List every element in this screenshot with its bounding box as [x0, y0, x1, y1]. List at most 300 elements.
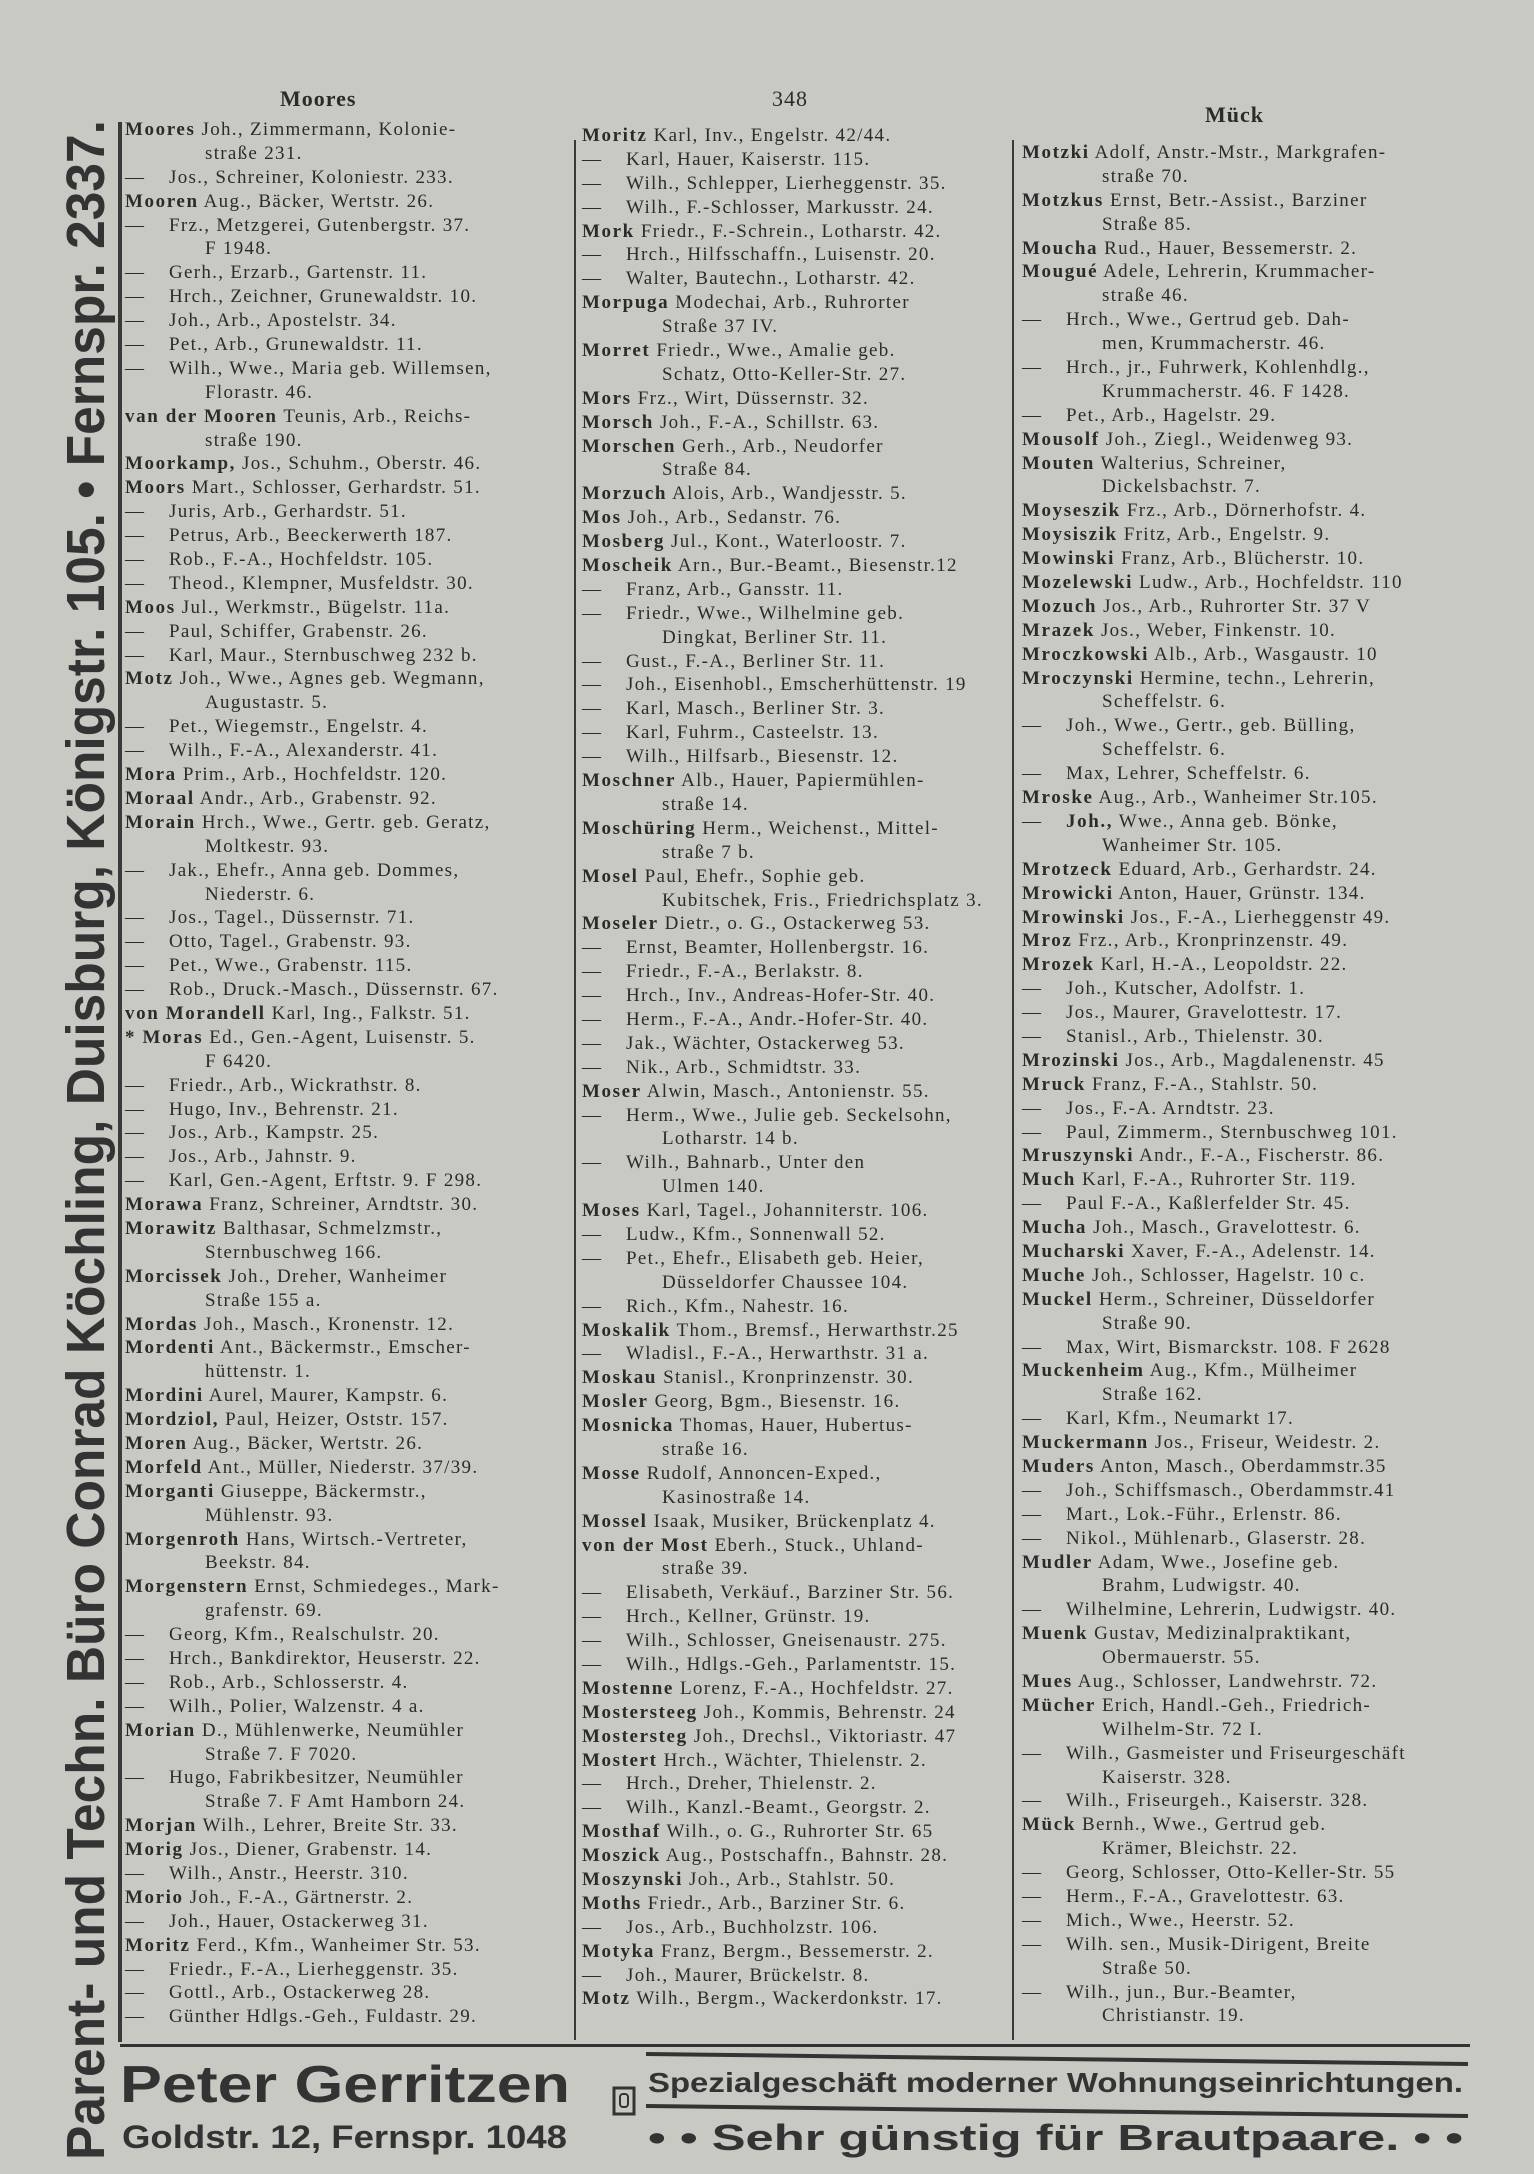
ditto-dash: —	[582, 1654, 603, 1675]
directory-entry-continuation	[582, 626, 1007, 650]
entry-details: grafenstr. 69.	[205, 1600, 323, 1622]
directory-entry	[125, 667, 570, 691]
entry-details: straße 39.	[662, 1558, 749, 1580]
directory-entry	[582, 1366, 1007, 1390]
entry-details: Dickelsbachstr. 7.	[1102, 476, 1262, 498]
directory-entry	[1022, 237, 1462, 261]
advert-ornament-icon	[614, 2088, 634, 2114]
entry-details: Wladisl., F.-A., Herwarthstr. 31 a.	[626, 1343, 930, 1365]
entry-details: Joh., Zimmermann, Kolonie-	[201, 119, 457, 140]
directory-entry	[582, 769, 1007, 793]
entry-details: Max, Wirt, Bismarckstr. 108. F 2628	[1066, 1336, 1391, 1358]
directory-entry-continuation	[582, 889, 1007, 913]
entry-details: Wilh., Bergm., Wackerdonkstr. 17.	[636, 1988, 943, 2010]
directory-entry	[1022, 452, 1462, 476]
entry-details: Herm., F.-A., Andr.-Hofer-Str. 40.	[626, 1008, 929, 1030]
ditto-dash: —	[125, 2006, 146, 2028]
ditto-dash: —	[125, 286, 146, 308]
entry-details: Kaiserstr. 328.	[1102, 1766, 1232, 1788]
entry-surname: Morgenroth	[125, 1528, 240, 1550]
ditto-dash: —	[125, 1122, 146, 1144]
directory-entry	[125, 763, 570, 787]
directory-sub-entry	[1022, 1527, 1462, 1551]
entry-surname: Muckermann	[1022, 1432, 1149, 1454]
directory-sub-entry	[1022, 1097, 1462, 1121]
entry-details: Anton, Masch., Oberdammstr.35	[1099, 1455, 1387, 1477]
entry-surname: Morret	[582, 340, 651, 362]
directory-sub-entry	[582, 960, 1007, 984]
sidebar-advertisement	[0, 0, 120, 2174]
entry-details: Hrch., Wächter, Thielenstr. 2.	[663, 1749, 927, 1771]
advert-company: Peter Gerritzen	[120, 2056, 570, 2114]
entry-details: Paul, Schiffer, Grabenstr. 26.	[169, 620, 428, 642]
entry-details: Joh., Dreher, Wanheimer	[228, 1265, 448, 1287]
ditto-dash: —	[582, 1606, 603, 1628]
entry-details: Hrch., Zeichner, Grunewaldstr. 10.	[169, 286, 478, 308]
entry-details: Friedr., Wwe., Amalie geb.	[656, 340, 896, 362]
entry-details: Wilh., Anstr., Heerstr. 310.	[169, 1863, 409, 1885]
directory-sub-entry	[582, 148, 1007, 172]
entry-details: Karl, Masch., Berliner Str. 3.	[626, 698, 886, 720]
entry-details: Wilh., Polier, Walzenstr. 4 a.	[169, 1695, 425, 1717]
ditto-dash: —	[1022, 1886, 1043, 1908]
entry-details: Wilh., F.-Schlosser, Markusstr. 24.	[626, 196, 934, 218]
directory-entry	[582, 339, 1007, 363]
directory-entry	[125, 1838, 570, 1862]
ditto-dash: —	[125, 620, 146, 642]
directory-entry	[125, 1217, 570, 1241]
entry-surname: Mors	[582, 387, 632, 409]
entry-details: Frz., Arb., Dörnerhofstr. 4.	[1126, 500, 1367, 522]
entry-surname: Mostenne	[582, 1677, 674, 1699]
entry-details: Franz, Arb., Blücherstr. 10.	[1121, 548, 1365, 570]
entry-details: Ludw., Kfm., Sonnenwall 52.	[626, 1223, 886, 1245]
entry-details: Beekstr. 84.	[205, 1552, 311, 1574]
page-number: 348	[772, 86, 808, 111]
directory-entry	[1022, 882, 1462, 906]
ditto-dash: —	[125, 549, 146, 571]
entry-details: Frz., Wirt, Düssernstr. 32.	[637, 387, 870, 409]
directory-entry-continuation	[125, 1241, 570, 1265]
entry-details: Ernst, Beamter, Hollenbergstr. 16.	[626, 937, 930, 959]
directory-sub-entry	[1022, 1885, 1462, 1909]
entry-surname: Morschen	[582, 435, 677, 457]
entry-details: Hugo, Inv., Behrenstr. 21.	[169, 1098, 399, 1120]
directory-entry	[582, 530, 1007, 554]
entry-surname: Morzuch	[582, 483, 668, 505]
ditto-dash: —	[1022, 404, 1043, 426]
directory-sub-entry	[1022, 1981, 1462, 2005]
directory-entry-continuation	[582, 1127, 1007, 1151]
entry-details: Krämer, Bleichstr. 22.	[1102, 1838, 1299, 1860]
entry-surname: Moskau	[582, 1367, 658, 1389]
directory-entry	[1022, 1622, 1462, 1646]
entry-surname: Moucha	[1022, 237, 1099, 259]
advert-address: Goldstr. 12, Fernspr. 1048	[122, 2119, 567, 2155]
directory-sub-entry	[582, 196, 1007, 220]
entry-details: Wilh., Gasmeister und Friseurgeschäft	[1066, 1742, 1406, 1764]
directory-entry-continuation	[1022, 284, 1462, 308]
directory-entry-continuation	[125, 1050, 570, 1074]
directory-entry-continuation	[125, 883, 570, 907]
ditto-dash: —	[1022, 1527, 1043, 1549]
ditto-dash: —	[1022, 978, 1043, 1000]
ditto-dash: —	[582, 698, 603, 720]
ditto-dash: —	[582, 985, 603, 1007]
entry-surname: Mordenti	[125, 1337, 215, 1359]
entry-details: Alb., Arb., Wasgaustr. 10	[1154, 643, 1378, 665]
entry-details: Aug., Schlosser, Landwehrstr. 72.	[1077, 1671, 1378, 1692]
entry-surname: Mroz	[1022, 930, 1073, 952]
entry-surname: Motz	[582, 1988, 631, 2010]
entry-details: Modechai, Arb., Ruhrorter	[675, 292, 910, 314]
entry-details: straße 231.	[205, 142, 303, 164]
entry-surname: Moser	[582, 1080, 642, 1102]
entry-details: Obermauerstr. 55.	[1102, 1647, 1261, 1669]
directory-entry-continuation	[1022, 213, 1462, 237]
directory-entry-continuation	[125, 1360, 570, 1384]
entry-details: Günther Hdlgs.-Geh., Fuldastr. 29.	[169, 2006, 478, 2028]
entry-surname: Much	[1022, 1169, 1076, 1191]
entry-surname: Motz	[125, 668, 174, 690]
entry-details: Ulmen 140.	[662, 1176, 765, 1198]
entry-details: Wwe., Anna geb. Bönke,	[1118, 810, 1338, 832]
entry-surname: von Morandell	[125, 1002, 266, 1024]
entry-details: Kubitschek, Fris., Friedrichsplatz 3.	[662, 889, 983, 911]
directory-sub-entry	[582, 1772, 1007, 1796]
directory-entry	[1022, 786, 1462, 810]
directory-sub-entry	[125, 906, 570, 930]
directory-sub-entry	[125, 333, 570, 357]
directory-entry-continuation	[125, 237, 570, 261]
entry-details: Rob., F.-A., Hochfeldstr. 105.	[169, 549, 434, 571]
ditto-dash: —	[125, 1671, 146, 1693]
entry-details: Wilhelm-Str. 72 I.	[1102, 1718, 1263, 1740]
entry-surname: Morsch	[582, 411, 654, 433]
entry-details: Moltkestr. 93.	[205, 835, 330, 857]
directory-sub-entry	[582, 1581, 1007, 1605]
directory-sub-entry	[125, 1145, 570, 1169]
ditto-dash: —	[1022, 1862, 1043, 1884]
ditto-dash: —	[582, 1152, 603, 1174]
directory-sub-entry	[125, 644, 570, 668]
entry-details: Pet., Ehefr., Elisabeth geb. Heier,	[626, 1247, 924, 1269]
entry-details: Hrch., Inv., Andreas-Hofer-Str. 40.	[626, 985, 936, 1007]
entry-details: Elisabeth, Verkäuf., Barziner Str. 56.	[626, 1582, 955, 1604]
directory-entry-continuation	[1022, 1574, 1462, 1598]
entry-details: Joh., Arb., Sedanstr. 76.	[627, 507, 842, 529]
directory-entry	[582, 1987, 1007, 2011]
directory-entry	[1022, 953, 1462, 977]
entry-surname: Moren	[125, 1432, 188, 1454]
entry-details: Schatz, Otto-Keller-Str. 27.	[662, 363, 907, 385]
entry-surname: Moskalik	[582, 1319, 671, 1341]
directory-entry-continuation	[1022, 1312, 1462, 1336]
ditto-dash: —	[582, 1582, 603, 1604]
directory-entry-continuation	[125, 429, 570, 453]
entry-surname: Mos	[582, 507, 622, 529]
ditto-dash: —	[582, 244, 603, 266]
entry-details: Wilh. sen., Musik-Dirigent, Breite	[1066, 1933, 1371, 1955]
entry-details: Christianstr. 19.	[1102, 2005, 1245, 2027]
entry-details: Joh., Arb., Apostelstr. 34.	[169, 310, 397, 332]
entry-surname: Moschner	[582, 770, 677, 792]
directory-entry	[582, 1319, 1007, 1343]
directory-entry	[582, 1892, 1007, 1916]
entry-details: Paul F.-A., Kaßlerfelder Str. 45.	[1066, 1193, 1351, 1215]
entry-details: Jos., Tagel., Düssernstr. 71.	[169, 907, 415, 929]
directory-sub-entry	[582, 1032, 1007, 1056]
entry-surname: Morfeld	[125, 1456, 203, 1478]
directory-sub-entry	[1022, 1121, 1462, 1145]
entry-surname: Mruck	[1022, 1073, 1086, 1095]
directory-entry	[582, 1749, 1007, 1773]
ditto-dash: —	[582, 1223, 603, 1245]
ditto-dash: —	[125, 1863, 146, 1885]
entry-details: Hugo, Fabrikbesitzer, Neumühler	[169, 1767, 464, 1789]
directory-sub-entry	[582, 1104, 1007, 1128]
directory-sub-entry	[582, 1247, 1007, 1271]
directory-entry	[1022, 1168, 1462, 1192]
ditto-dash: —	[125, 931, 146, 953]
advert-rule-top	[646, 2054, 1468, 2064]
ditto-dash: —	[582, 1032, 603, 1054]
directory-entry	[125, 1528, 570, 1552]
entry-details: Straße 7. F Amt Hamborn 24.	[205, 1791, 466, 1813]
entry-details: Straße 50.	[1102, 1957, 1193, 1979]
directory-entry-continuation	[125, 1551, 570, 1575]
entry-details: Karl, Kfm., Neumarkt 17.	[1066, 1408, 1295, 1430]
ditto-dash: —	[125, 644, 146, 666]
directory-entry-continuation	[1022, 1718, 1462, 1742]
directory-sub-entry	[125, 214, 570, 238]
entry-details: Jos., Arb., Magdalenenstr. 45	[1125, 1049, 1385, 1071]
entry-details: Theod., Klempner, Musfeldstr. 30.	[169, 572, 474, 594]
ditto-dash: —	[582, 196, 603, 218]
directory-sub-entry	[125, 620, 570, 644]
directory-entry	[582, 1199, 1007, 1223]
entry-surname: Mrowicki	[1022, 882, 1114, 904]
entry-details: straße 70.	[1102, 165, 1189, 187]
directory-entry	[582, 817, 1007, 841]
entry-surname: Moths	[582, 1892, 642, 1914]
directory-entry-continuation	[125, 142, 570, 166]
directory-sub-entry	[582, 1605, 1007, 1629]
entry-surname: Mosse	[582, 1462, 641, 1484]
entry-surname: von der Most	[582, 1534, 709, 1556]
directory-entry	[1022, 1288, 1462, 1312]
directory-entry	[1022, 619, 1462, 643]
directory-entry	[1022, 1431, 1462, 1455]
entry-details: Pet., Arb., Hagelstr. 29.	[1066, 404, 1277, 426]
entry-details: Xaver, F.-A., Adelenstr. 14.	[1131, 1240, 1376, 1262]
directory-sub-entry	[582, 1151, 1007, 1175]
column-divider-1	[574, 140, 576, 2040]
entry-details: Joh., Maurer, Brückelstr. 8.	[626, 1964, 870, 1986]
entry-details: Ed., Gen.-Agent, Luisenstr. 5.	[209, 1026, 476, 1048]
ditto-dash: —	[125, 716, 146, 738]
ditto-dash: —	[125, 525, 146, 547]
directory-sub-entry	[582, 1056, 1007, 1080]
entry-details: Jak., Wächter, Ostackerweg 53.	[626, 1032, 905, 1054]
entry-details: Straße 37 IV.	[662, 316, 779, 338]
entry-surname: Mucharski	[1022, 1240, 1126, 1262]
directory-entry-continuation	[582, 315, 1007, 339]
directory-entry-continuation	[125, 691, 570, 715]
entry-surname: Moritz	[582, 125, 648, 146]
directory-entry	[1022, 858, 1462, 882]
directory-sub-entry	[1022, 714, 1462, 738]
ditto-dash: —	[125, 979, 146, 1001]
ditto-dash: —	[582, 1916, 603, 1938]
directory-entry	[582, 435, 1007, 459]
entry-details: Jak., Ehefr., Anna geb. Dommes,	[169, 859, 460, 881]
directory-entry	[582, 1080, 1007, 1104]
entry-details: Wilh., Hilfsarb., Biesenstr. 12.	[626, 746, 899, 768]
directory-entry	[582, 387, 1007, 411]
entry-details: Gerh., Erzarb., Gartenstr. 11.	[169, 262, 428, 284]
entry-details: straße 190.	[205, 429, 303, 451]
entry-surname: Mordziol,	[125, 1409, 220, 1431]
directory-sub-entry	[582, 1653, 1007, 1677]
directory-sub-entry	[582, 1223, 1007, 1247]
directory-entry-continuation	[582, 1175, 1007, 1199]
directory-entry	[125, 1265, 570, 1289]
entry-details: Wilh., Bahnarb., Unter den	[626, 1152, 866, 1174]
ditto-dash: —	[582, 268, 603, 290]
entry-details: Ernst, Schmiedeges., Mark-	[254, 1576, 500, 1598]
entry-details: Lotharstr. 14 b.	[662, 1128, 799, 1150]
ditto-dash: —	[582, 1247, 603, 1269]
entry-surname: Mroczkowski	[1022, 643, 1150, 665]
directory-entry	[582, 1940, 1007, 1964]
ditto-dash: —	[582, 746, 603, 768]
entry-surname: Mordas	[125, 1313, 198, 1335]
ditto-dash: —	[125, 1624, 146, 1646]
directory-sub-entry	[125, 1981, 570, 2005]
directory-sub-entry	[582, 1629, 1007, 1653]
directory-sub-entry	[582, 721, 1007, 745]
entry-details: Stanisl., Kronprinzenstr. 30.	[663, 1367, 915, 1389]
directory-sub-entry	[1022, 1503, 1462, 1527]
entry-surname: Morawitz	[125, 1217, 217, 1239]
directory-sub-entry	[1022, 977, 1462, 1001]
directory-sub-entry	[582, 936, 1007, 960]
entry-surname: Morgenstern	[125, 1576, 249, 1598]
ditto-dash: —	[582, 1008, 603, 1030]
entry-details: Hrch., Hilfsschaffn., Luisenstr. 20.	[626, 244, 936, 266]
entry-details: Friedr., Arb., Barziner Str. 6.	[647, 1892, 906, 1914]
directory-sub-entry	[125, 1098, 570, 1122]
ditto-dash: —	[582, 1295, 603, 1317]
directory-entry-continuation	[582, 458, 1007, 482]
directory-entry	[125, 405, 570, 429]
entry-details: Straße 90.	[1102, 1312, 1193, 1334]
directory-column-right	[1022, 141, 1462, 2028]
directory-entry-continuation	[1022, 1957, 1462, 1981]
entry-details: Wilh., Kanzl.-Beamt., Georgstr. 2.	[626, 1797, 931, 1819]
entry-surname: van der Mooren	[125, 405, 278, 427]
entry-details: Joh., Schlosser, Hagelstr. 10 c.	[1092, 1264, 1366, 1286]
entry-details: Sternbuschweg 166.	[205, 1241, 383, 1263]
directory-entry	[125, 787, 570, 811]
directory-entry	[1022, 141, 1462, 165]
entry-details: Dietr., o. G., Ostackerweg 53.	[664, 913, 931, 935]
directory-sub-entry	[582, 1295, 1007, 1319]
entry-surname: Mork	[582, 220, 635, 242]
directory-entry	[1022, 1455, 1462, 1479]
directory-entry	[582, 411, 1007, 435]
directory-sub-entry	[1022, 404, 1462, 428]
entry-surname: Motzkus	[1022, 189, 1104, 211]
entry-details: straße 7 b.	[662, 841, 755, 863]
entry-details: Ant., Bäckermstr., Emscher-	[219, 1337, 471, 1359]
directory-entry-continuation	[125, 1289, 570, 1313]
directory-entry	[125, 190, 570, 214]
directory-entry	[125, 476, 570, 500]
entry-surname: Mrozek	[1022, 954, 1095, 976]
header-right-keyword: Mück	[1205, 102, 1264, 127]
directory-entry	[1022, 428, 1462, 452]
entry-surname: Moseler	[582, 913, 659, 935]
entry-surname: Moysiszik	[1022, 524, 1118, 546]
entry-details: Joh., Wwe., Gertr., geb. Bülling,	[1066, 715, 1356, 737]
entry-details: Hrch., Kellner, Grünstr. 19.	[626, 1606, 871, 1628]
entry-surname: Mudler	[1022, 1551, 1093, 1573]
entry-details: Georg, Kfm., Realschulstr. 20.	[169, 1624, 440, 1646]
directory-entry	[1022, 1073, 1462, 1097]
directory-sub-entry	[125, 930, 570, 954]
entry-surname: Mucha	[1022, 1217, 1087, 1239]
entry-details: Mart., Lok.-Führ., Erlenstr. 86.	[1066, 1503, 1342, 1525]
directory-sub-entry	[125, 166, 570, 190]
entry-details: Wilhelmine, Lehrerin, Ludwigstr. 40.	[1066, 1599, 1397, 1621]
directory-sub-entry	[582, 578, 1007, 602]
entry-details: Krummacherstr. 46. F 1428.	[1102, 380, 1351, 402]
ditto-dash: —	[1022, 1503, 1043, 1525]
ditto-dash: —	[125, 166, 146, 188]
directory-sub-entry	[125, 309, 570, 333]
ditto-dash: —	[1022, 763, 1043, 785]
entry-details: Giuseppe, Bäckermstr.,	[220, 1480, 427, 1502]
directory-entry	[125, 452, 570, 476]
entry-details: Wilh., Hdlgs.-Geh., Parlamentstr. 15.	[626, 1654, 957, 1675]
ditto-dash: —	[582, 1104, 603, 1126]
directory-sub-entry	[1022, 1789, 1462, 1813]
directory-entry	[582, 1390, 1007, 1414]
entry-details: Franz, Arb., Gansstr. 11.	[626, 578, 844, 600]
ditto-dash: —	[582, 937, 603, 959]
ditto-dash: —	[125, 1074, 146, 1096]
ditto-dash: —	[582, 722, 603, 744]
entry-details: Friedr., F.-A., Berlakstr. 8.	[626, 961, 864, 983]
ditto-dash: —	[582, 1630, 603, 1652]
entry-surname: Mrazek	[1022, 619, 1095, 641]
entry-details: Georg, Schlosser, Otto-Keller-Str. 55	[1066, 1862, 1396, 1884]
directory-sub-entry	[582, 267, 1007, 291]
directory-column-middle	[582, 124, 1007, 2011]
directory-entry	[582, 1462, 1007, 1486]
directory-sub-entry	[582, 1796, 1007, 1820]
directory-sub-entry	[582, 650, 1007, 674]
entry-details: Hrch., Bankdirektor, Heuserstr. 22.	[169, 1648, 481, 1669]
entry-details: Hrch., Wwe., Gertrud geb. Dah-	[1066, 309, 1350, 331]
entry-details: D., Mühlenwerke, Neumühler	[201, 1719, 465, 1741]
directory-entry-continuation	[125, 1790, 570, 1814]
entry-surname: Moos	[125, 596, 176, 618]
entry-surname: Morio	[125, 1886, 184, 1908]
entry-details: Mich., Wwe., Heerstr. 52.	[1066, 1909, 1295, 1931]
